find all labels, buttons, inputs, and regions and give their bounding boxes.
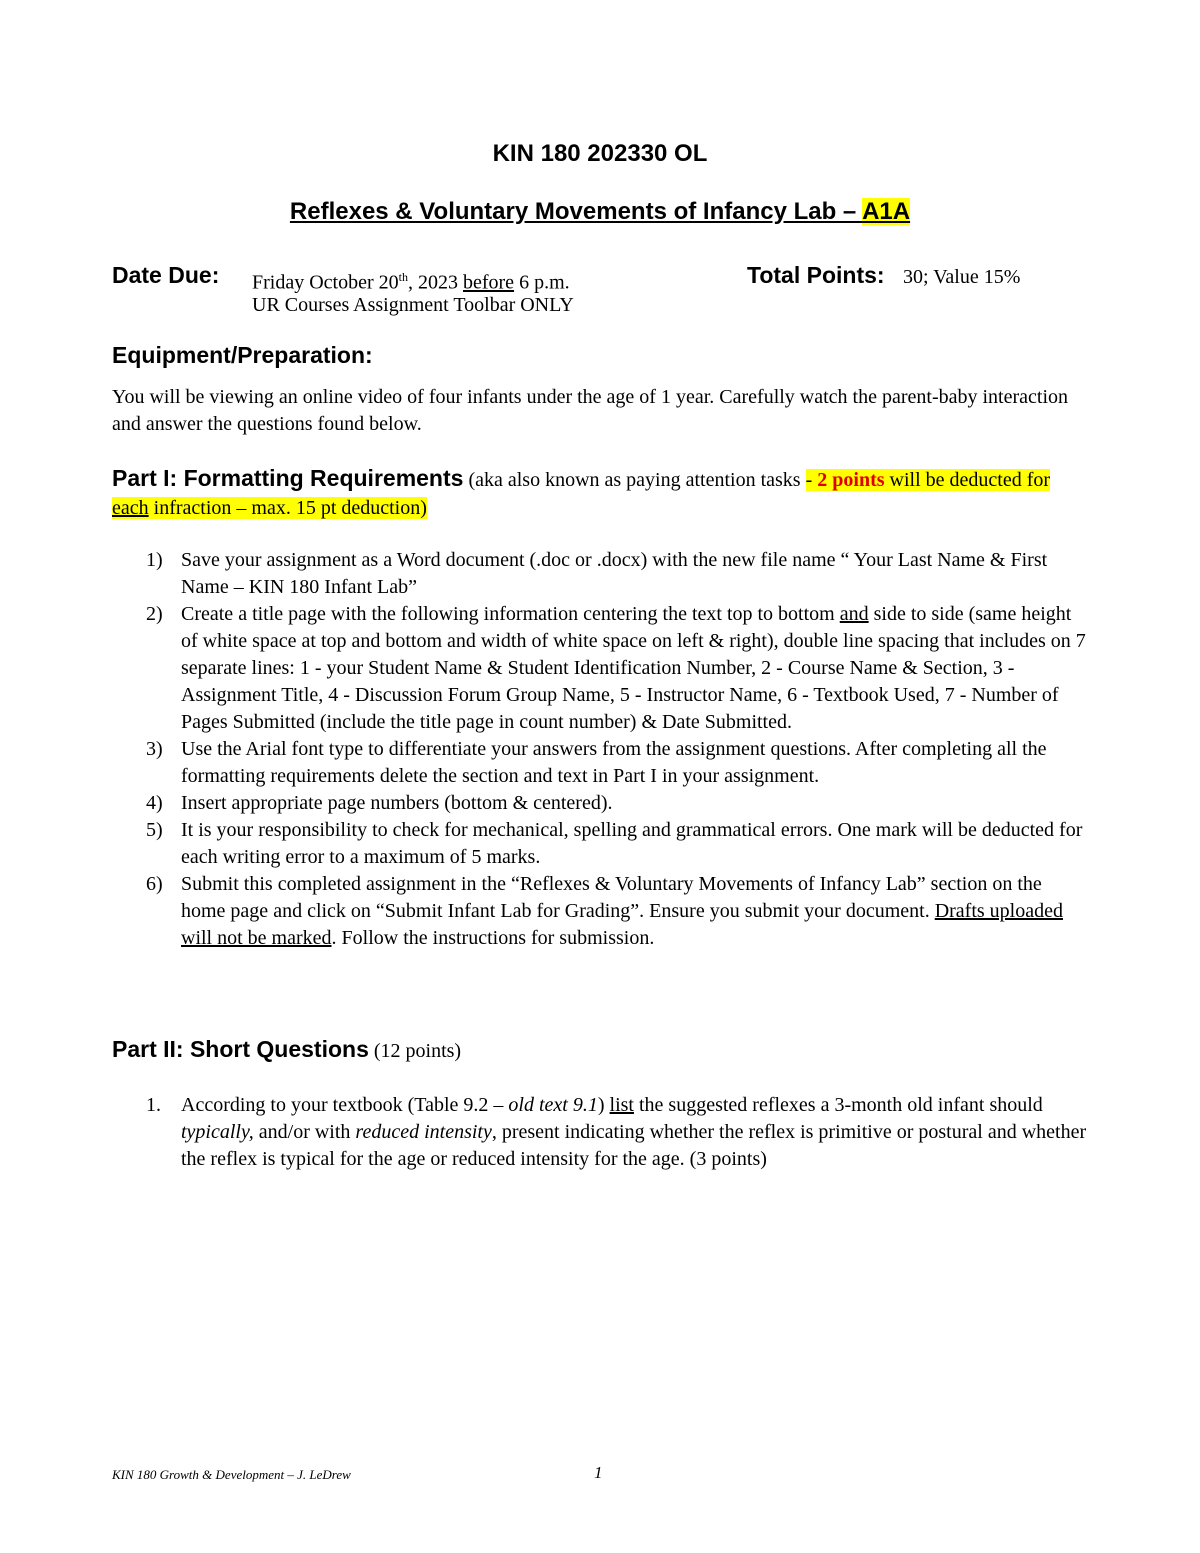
item-number: 4) <box>146 792 163 814</box>
q-reduced: reduced intensity <box>355 1121 492 1143</box>
part1-intro <box>112 464 1087 522</box>
item-number: 6) <box>146 873 163 895</box>
item-number: 3) <box>146 738 163 760</box>
lab-code-highlight: A1A <box>862 198 911 225</box>
due-time: 6 p.m. <box>514 271 570 294</box>
item-text-a: Create a title page with the following information centering the text top to bottom <box>181 603 840 625</box>
question-item <box>112 1092 1087 1173</box>
item-number: 2) <box>146 603 163 625</box>
q-text-d: and/or with <box>253 1121 356 1143</box>
total-points-value: 30; Value 15% <box>903 266 1021 288</box>
item-and: and <box>839 603 869 625</box>
question-number: 1. <box>146 1094 161 1116</box>
item-number: 5) <box>146 819 163 841</box>
due-day: Friday October 20 <box>252 271 399 294</box>
deduction-text-b: infraction – max. 15 pt deduction) <box>148 497 427 519</box>
item-text-b: . Follow the instructions for submission. <box>331 927 655 949</box>
q-old-text: old text 9.1 <box>508 1094 598 1116</box>
list-item <box>112 547 1087 601</box>
lab-title-main: Reflexes & Voluntary Movements of Infancy Lab – <box>289 198 863 225</box>
list-item <box>112 871 1087 952</box>
part2-heading: Part II: Short Questions <box>112 1036 369 1062</box>
formatting-requirements-list <box>112 547 1087 952</box>
due-before: before <box>462 271 515 294</box>
due-sup: th <box>398 270 408 284</box>
q-text-b: ) <box>597 1094 610 1116</box>
item-text-b: side to side (same height of white space at top and bottom and width of white space on left & right), double line spacing that includes on 7 separate lines: 1 - your Student Name & Student Identification Number, 2 - Course Name & Section, 3 - Assignment Title, 4 - Discussion Forum Group Name, 5 - Instructor Name, 6 - Textbook Used, 7 - Number of Pages Submitted (include the title page in count number) & Date Submitted. <box>181 603 1086 733</box>
q-list: list <box>609 1094 634 1116</box>
item-text: It is your responsibility to check for mechanical, spelling and grammatical errors. One mark will be deducted for each writing error to a maximum of 5 marks. <box>181 819 1083 868</box>
submission-location: UR Courses Assignment Toolbar ONLY <box>252 294 574 316</box>
drafts-note: Drafts uploaded will not be marked <box>181 900 1063 949</box>
short-questions-list <box>112 1092 1087 1173</box>
q-text-e: , present indicating whether the reflex is primitive or postural and whether the reflex is typical for the age or reduced intensity for the age. (3 points) <box>181 1121 1087 1170</box>
list-item <box>112 736 1087 790</box>
q-text-a: According to your textbook (Table 9.2 – <box>181 1094 509 1116</box>
footer-course: KIN 180 Growth & Development – J. LeDrew <box>112 1467 351 1482</box>
due-year: , 2023 <box>407 271 463 294</box>
list-item <box>112 790 1087 817</box>
lab-title <box>0 198 1200 226</box>
q-typically: typically, <box>181 1121 254 1143</box>
part1-intro-text: (aka also known as paying attention tasks <box>463 469 806 491</box>
deduction-points: 2 points <box>817 469 885 491</box>
deduction-each: each <box>112 497 149 519</box>
deduction-text-a: will be deducted for <box>884 469 1051 491</box>
part1-heading: Part I: Formatting Requirements <box>112 465 464 491</box>
q-text-c: the suggested reflexes a 3-month old infant should <box>633 1094 1043 1116</box>
list-item <box>112 817 1087 871</box>
page-number: 1 <box>594 1463 603 1482</box>
list-item <box>112 601 1087 736</box>
date-due-label: Date Due: <box>112 262 220 288</box>
total-points-label: Total Points: <box>747 262 885 288</box>
deduction-dash: - <box>805 469 818 491</box>
item-number: 1) <box>146 549 163 571</box>
equipment-heading: Equipment/Preparation: <box>112 342 373 368</box>
item-text: Save your assignment as a Word document (.doc or .docx) with the new file name “ Your Last Name & First Name – KIN 180 Infant Lab” <box>181 549 1048 598</box>
item-text: Insert appropriate page numbers (bottom & centered). <box>181 792 613 814</box>
course-title: KIN 180 202330 OL <box>492 140 708 167</box>
part2-points: (12 points) <box>368 1040 462 1062</box>
item-text-a: Submit this completed assignment in the “Reflexes & Voluntary Movements of Infancy Lab” section on the home page and click on “Submit Infant Lab for Grading”. Ensure you submit your document. <box>181 873 1042 922</box>
part2-header <box>112 1036 461 1063</box>
item-text: Use the Arial font type to differentiate your answers from the assignment questions. After completing all the formatting requirements delete the section and text in Part I in your assignment. <box>181 738 1047 787</box>
equipment-text: You will be viewing an online video of four infants under the age of 1 year. Carefully watch the parent-baby interaction and answer the questions found below. <box>112 386 1069 435</box>
